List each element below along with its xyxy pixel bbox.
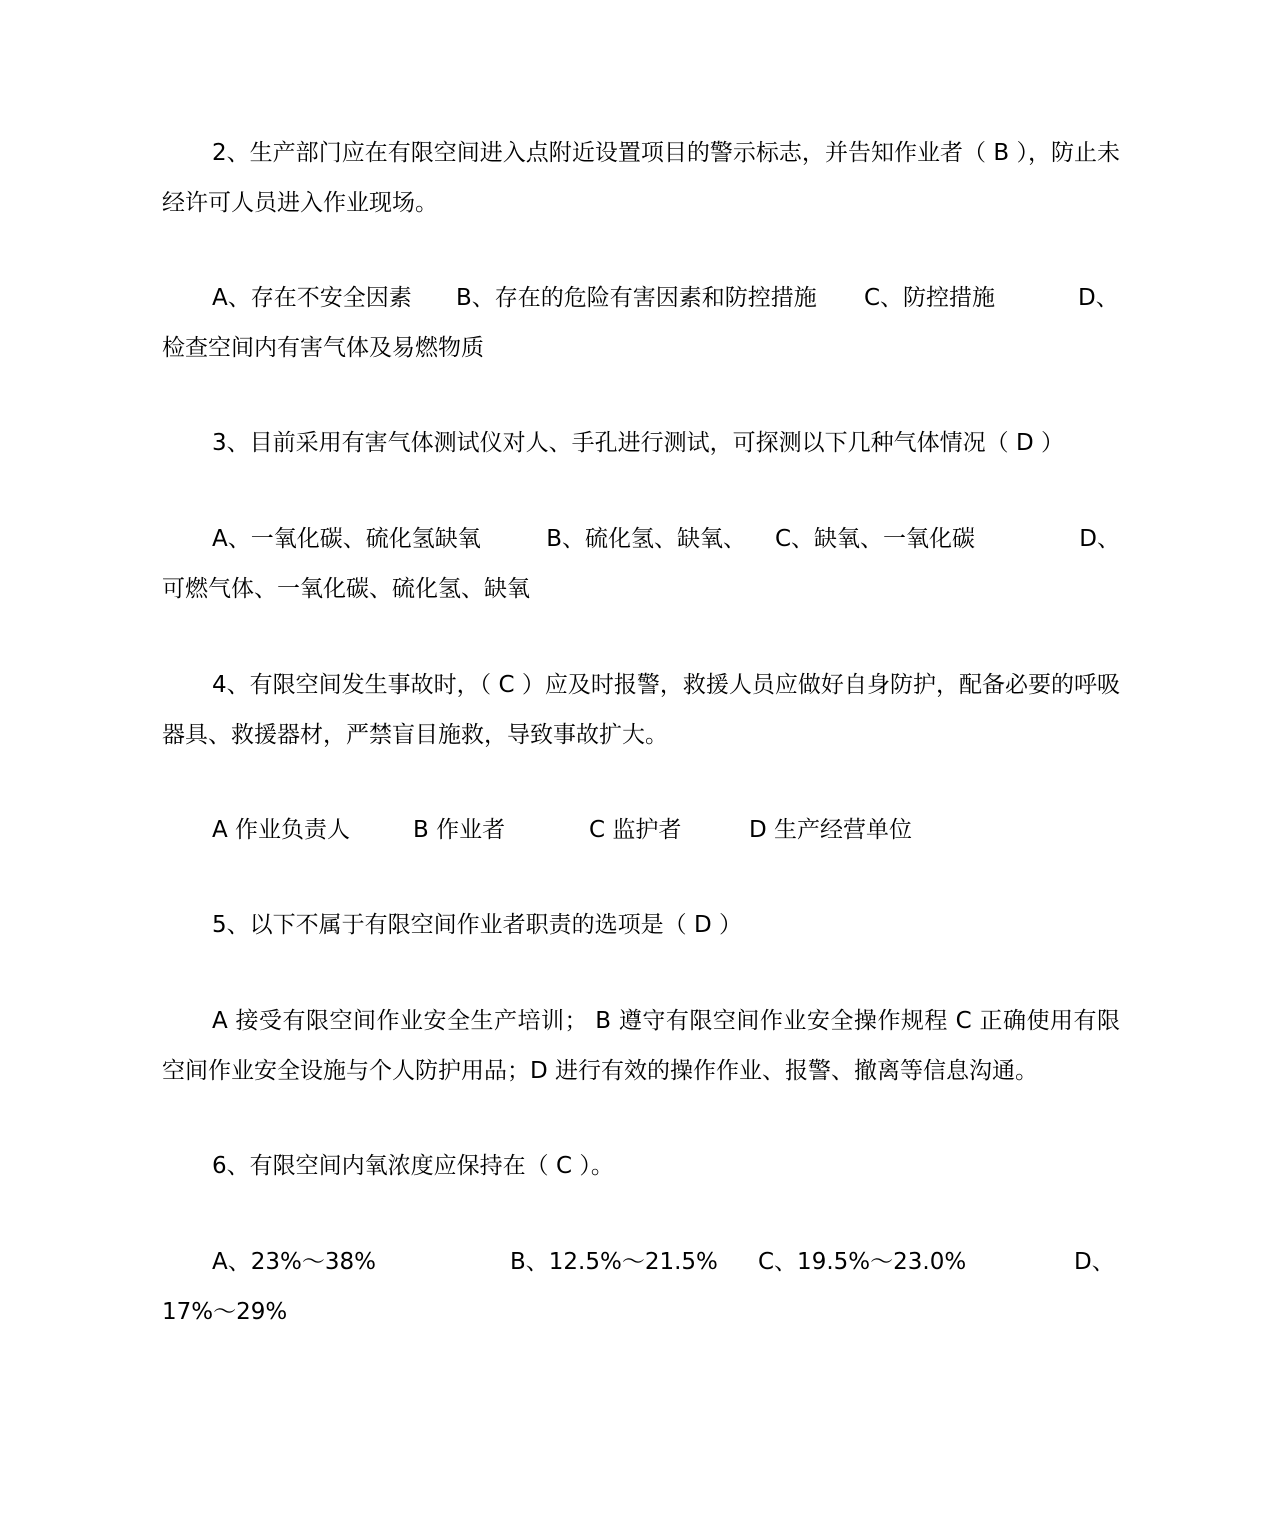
option-d: D 生产经营单位 (749, 817, 913, 843)
question-2-options (162, 273, 1120, 373)
option-a: A 作业负责人 (212, 817, 351, 843)
option-c: C、防控措施 (864, 285, 996, 311)
question-5-stem: 5、以下不属于有限空间作业者职责的选项是（ D ） (212, 912, 742, 938)
option-d-continuation: 检查空间内有害气体及易燃物质 (162, 335, 484, 361)
option-a: A、23%～38% (212, 1249, 376, 1275)
option-c: C、19.5%～23.0% (758, 1249, 967, 1275)
option-b: B、硫化氢、缺氧、 (546, 526, 746, 552)
option-b: B 作业者 (413, 817, 506, 843)
option-d: D、 (1079, 526, 1120, 552)
option-d: D、 (1074, 1249, 1115, 1275)
question-3-options (162, 514, 1120, 614)
options-row (162, 1237, 1120, 1287)
option-c: C、缺氧、一氧化碳 (774, 526, 975, 552)
option-d-continuation: 17%～29% (162, 1299, 288, 1325)
option-b: B、12.5%～21.5% (510, 1249, 718, 1275)
option-b: B、存在的危险有害因素和防控措施 (456, 285, 817, 311)
option-d-continuation: 可燃气体、一氧化碳、硫化氢、缺氧 (162, 576, 530, 602)
option-d: D、 (1078, 285, 1119, 311)
question-4-stem: 4、有限空间发生事故时，（ C ）应及时报警，救援人员应做好自身防护，配备必要的呼吸器具、救援器材，严禁盲目施救，导致事故扩大。 (162, 672, 1120, 748)
option-a: A、存在不安全因素 (212, 285, 412, 311)
question-3-stem: 3、目前采用有害气体测试仪对人、手孔进行测试，可探测以下几种气体情况（ D ） (212, 430, 1064, 456)
options-row (162, 273, 1120, 323)
question-4-options (162, 805, 1120, 855)
options-row (162, 805, 1120, 855)
option-c: C 监护者 (589, 817, 682, 843)
question-6-stem: 6、有限空间内氧浓度应保持在（ C ）。 (212, 1153, 614, 1179)
question-6-options (162, 1237, 1120, 1337)
question-5-options: A 接受有限空间作业安全生产培训； B 遵守有限空间作业安全操作规程 C 正确使用有限空间作业安全设施与个人防护用品；D 进行有效的操作作业、报警、撤离等信息沟通。 (162, 1008, 1120, 1084)
option-a: A、一氧化碳、硫化氢缺氧 (212, 526, 481, 552)
options-row (162, 514, 1120, 564)
question-2-stem: 2、生产部门应在有限空间进入点附近设置项目的警示标志，并告知作业者（ B ），防止未经许可人员进入作业现场。 (162, 140, 1120, 216)
